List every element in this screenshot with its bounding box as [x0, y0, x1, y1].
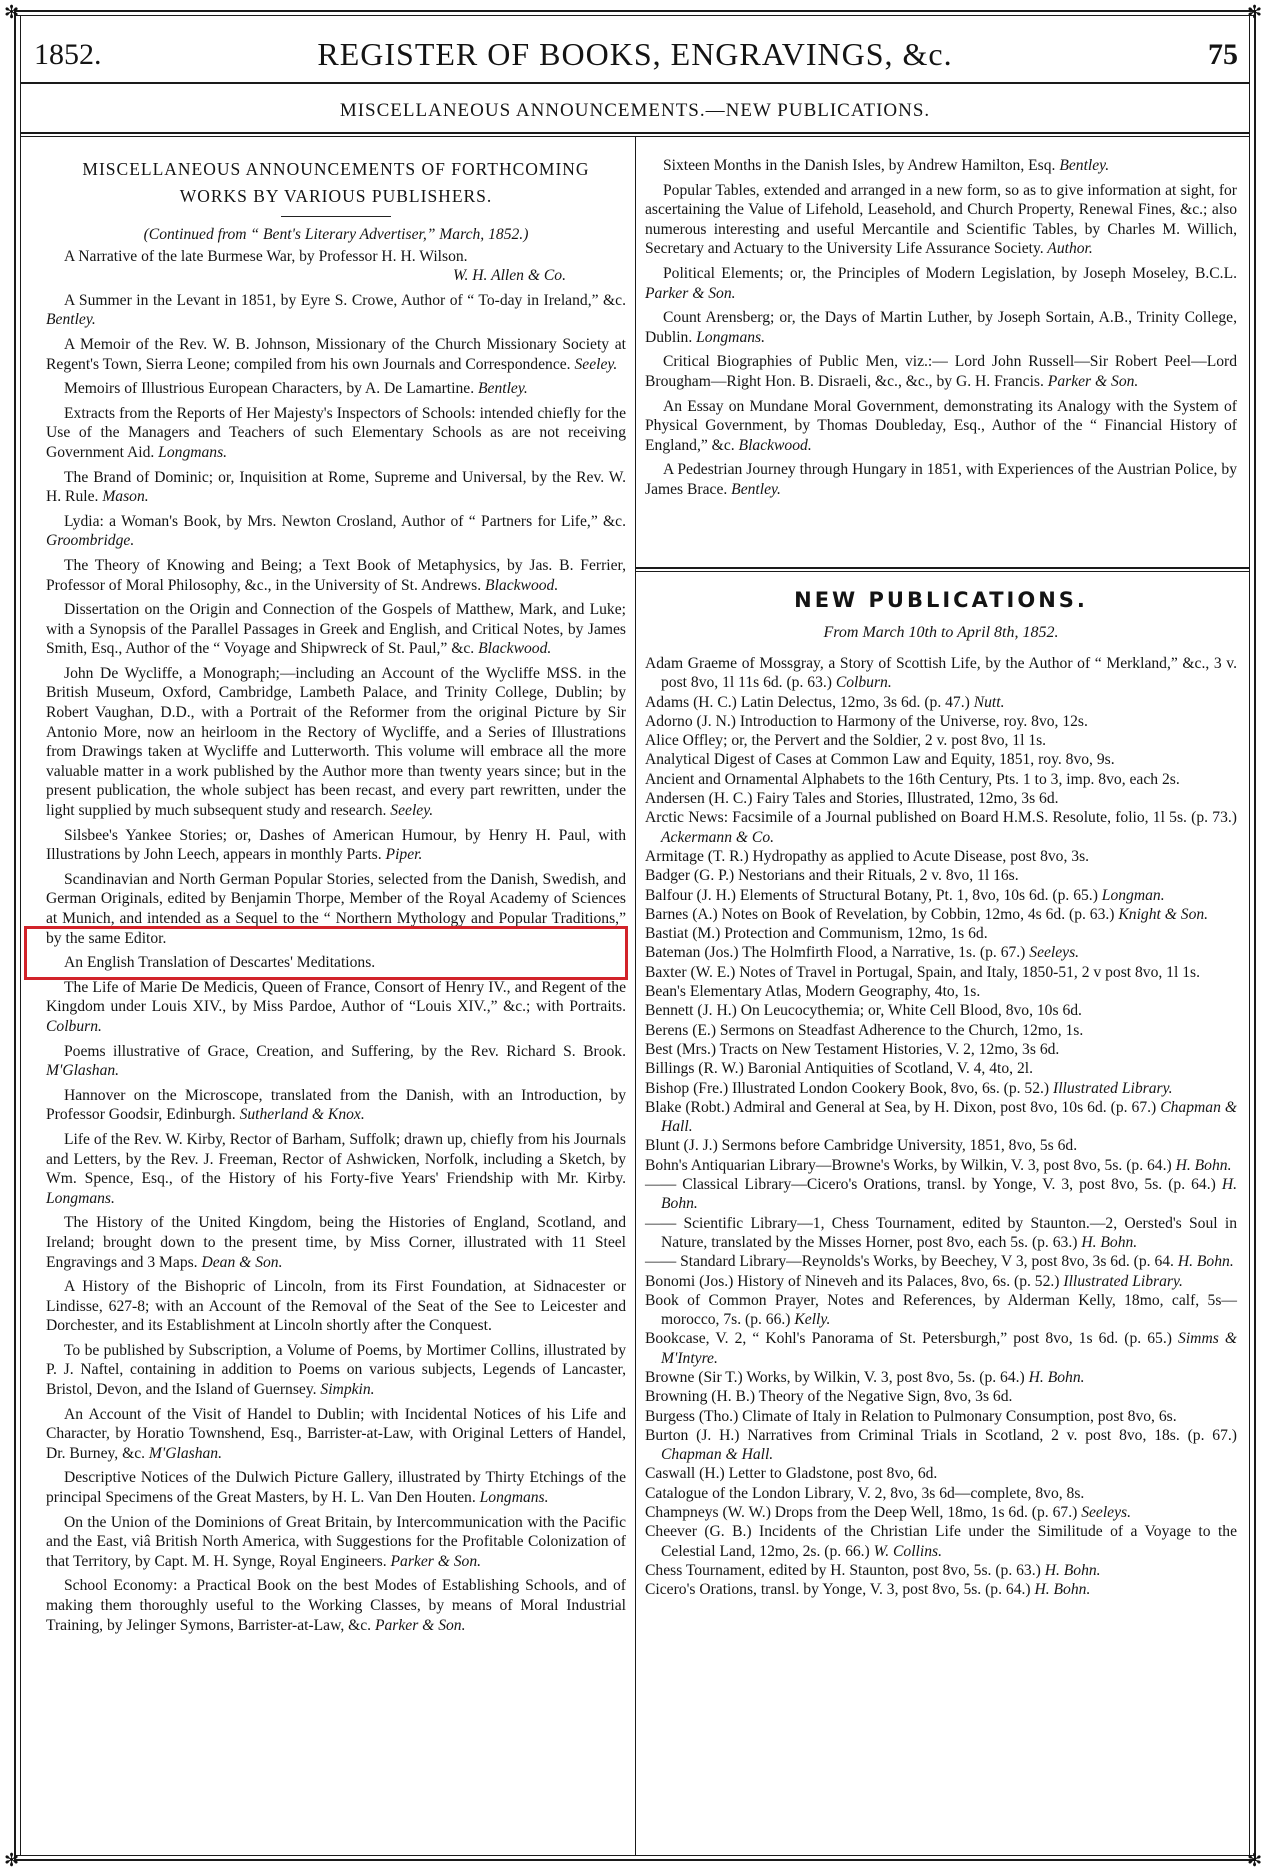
publication-entry — [645, 1368, 1237, 1387]
announcement-entry — [645, 181, 1237, 259]
publication-text: Cheever (G. B.) Incidents of the Christian Life under the Similitude of a Voyage to the Celestial Land, 12mo, 2s. (p. 66.) — [645, 1523, 1237, 1560]
publisher-name: H. Bohn. — [1173, 1253, 1234, 1271]
announcement-entry — [645, 156, 1237, 176]
highlight-box — [24, 926, 628, 980]
publication-entry — [645, 712, 1237, 731]
date-range: From March 10th to April 8th, 1852. — [823, 624, 1059, 641]
publication-text: Barnes (A.) Notes on Book of Revelation, by Cobbin, 12mo, 4s 6d. (p. 63.) — [645, 905, 1115, 923]
publication-entry — [645, 1503, 1237, 1522]
publisher-name: H. Bohn. — [1171, 1156, 1232, 1174]
publication-entry — [645, 1001, 1237, 1020]
column-title: MISCELLANEOUS ANNOUNCEMENTS OF FORTHCOMING WORKS BY VARIOUS PUBLISHERS. — [82, 159, 590, 206]
announcement-entry — [46, 291, 626, 330]
publisher-name: Groombridge. — [46, 532, 135, 550]
publication-text: Chess Tournament, edited by H. Staunton, post 8vo, 5s. (p. 63.) — [645, 1561, 1041, 1579]
entry-text: The History of the United Kingdom, being the Histories of England, Scotland, and Ireland; brought down to the present time, by Miss Corner, illustrated with 11 Steel Engravings and 3 Maps. — [46, 1214, 626, 1271]
announcement-entry — [46, 556, 626, 595]
continued-note: (Continued from “ Bent's Literary Advertiser,” March, 1852.) — [143, 226, 529, 243]
publication-entry — [645, 1079, 1237, 1098]
publication-text: Arctic News: Facsimile of a Journal published on Board H.M.S. Resolute, folio, 1l 5s. (p. 73.) — [645, 809, 1237, 827]
publisher-name: M'Glashan. — [145, 1444, 223, 1462]
corner-ornament-icon: ✻ — [4, 1850, 20, 1870]
publisher-name: Simpkin. — [316, 1381, 375, 1399]
announcement-entry — [46, 664, 626, 821]
publisher-name: Colburn. — [46, 1017, 102, 1035]
publication-entry — [645, 1426, 1237, 1465]
publication-entry — [645, 1214, 1237, 1253]
publication-text: Balfour (J. H.) Elements of Structural Botany, Pt. 1, 8vo, 10s 6d. (p. 65.) — [645, 886, 1098, 904]
publisher-name: Kelly. — [790, 1311, 831, 1329]
announcements-column — [46, 156, 626, 1640]
entry-text: The Theory of Knowing and Being; a Text Book of Metaphysics, by Jas. B. Ferrier, Professor of Moral Philosophy, &c., in the University of St. Andrews. — [46, 556, 626, 594]
publication-text: —— Classical Library—Cicero's Orations, transl. by Yonge, V. 3, post 8vo, 5s. (p. 64.) — [645, 1176, 1216, 1194]
publication-text: Alice Offley; or, the Pervert and the Soldier, 2 v. post 8vo, 1l 1s. — [645, 732, 1047, 750]
entry-text: A History of the Bishopric of Lincoln, from its First Foundation, at Sidnacester or Lindisse, 627-8; with an Account of the Removal of the Seat of the See to Leicester and Dorchester, and its Establishment at Lincoln shortly after the Conquest. — [46, 1278, 626, 1335]
corner-ornament-icon: ✻ — [1247, 2, 1263, 22]
left-border-inner — [20, 16, 21, 1855]
bottom-border — [16, 1859, 1254, 1861]
header-year: 1852. — [34, 38, 102, 71]
entry-text: The Life of Marie De Medicis, Queen of France, Consort of Henry IV., and Regent of the Kingdom under Louis XIV., by Miss Pardoe, Author of “Louis XIV.,” &c.; with Portraits. — [46, 978, 626, 1016]
publisher-name: Parker & Son. — [371, 1616, 466, 1634]
publisher-name: Seeleys. — [1025, 944, 1080, 962]
publisher-name: H. Bohn. — [1077, 1233, 1138, 1251]
publication-text: Baxter (W. E.) Notes of Travel in Portugal, Spain, and Italy, 1850-51, 2 v post 8vo, 1l 1s. — [645, 963, 1200, 981]
publisher-name: Mason. — [98, 488, 149, 506]
entry-text: Sixteen Months in the Danish Isles, by Andrew Hamilton, Esq. — [663, 157, 1056, 174]
entry-text: Hannover on the Microscope, translated from the Danish, with an Introduction, by Professor Goodsir, Edinburgh. — [46, 1086, 626, 1124]
publication-text: Bennett (J. H.) On Leucocythemia; or, White Cell Blood, 8vo, 10s 6d. — [645, 1002, 1082, 1020]
bottom-border-inner — [16, 1855, 1254, 1856]
announcement-entry — [46, 1042, 626, 1081]
top-border — [16, 10, 1254, 12]
announcement-entry — [46, 1468, 626, 1507]
publication-text: Ancient and Ornamental Alphabets to the 16th Century, Pts. 1 to 3, imp. 8vo, each 2s. — [645, 770, 1180, 788]
announcement-entry — [645, 397, 1237, 456]
header-rule — [20, 82, 1249, 84]
entry-text: A Summer in the Levant in 1851, by Eyre S. Crowe, Author of “ To-day in Ireland,” &c. — [64, 291, 626, 309]
publication-entry — [645, 750, 1237, 769]
publication-entry — [645, 789, 1237, 808]
publication-text: Bonomi (Jos.) History of Nineveh and its Palaces, 8vo, 6s. (p. 52.) — [645, 1272, 1060, 1290]
publication-entry — [645, 1561, 1237, 1580]
publication-text: Bishop (Fre.) Illustrated London Cookery Book, 8vo, 6s. (p. 52.) — [645, 1079, 1050, 1097]
publication-entry — [645, 1098, 1237, 1137]
publisher-name: Seeley. — [386, 802, 434, 820]
publication-entry — [645, 1175, 1237, 1214]
announcement-entry — [645, 264, 1237, 303]
publication-entry — [645, 1252, 1237, 1271]
publisher-name: Chapman & Hall. — [661, 1446, 774, 1464]
entry-text: A Narrative of the late Burmese War, by Professor H. H. Wilson. — [64, 247, 468, 265]
publisher-name: Sutherland & Knox. — [235, 1106, 365, 1124]
publisher-name: H. Bohn. — [661, 1176, 1237, 1213]
entry-text: Descriptive Notices of the Dulwich Picture Gallery, illustrated by Thirty Etchings of the principal Specimens of the Great Masters, by H. L. Van Den Houten. — [46, 1469, 626, 1507]
announcements-column-right — [645, 156, 1237, 505]
corner-ornament-icon: ✻ — [4, 2, 20, 22]
publisher-name: Illustrated Library. — [1049, 1079, 1173, 1097]
announcement-entry — [46, 826, 626, 865]
publication-entry — [645, 693, 1237, 712]
publisher-name: Chapman & Hall. — [661, 1098, 1237, 1136]
announcement-entry — [46, 1277, 626, 1336]
publication-text: Browning (H. B.) Theory of the Negative Sign, 8vo, 3s 6d. — [645, 1388, 1013, 1406]
publisher-name: Author. — [1043, 240, 1093, 258]
publication-entry — [645, 770, 1237, 789]
announcement-entry — [46, 1341, 626, 1400]
announcement-entry — [46, 379, 626, 399]
publisher-name: Seeleys. — [1077, 1504, 1131, 1522]
entry-text: Lydia: a Woman's Book, by Mrs. Newton Crosland, Author of “ Partners for Life,” &c. — [64, 512, 626, 530]
publisher-name: Knight & Son. — [1114, 905, 1209, 923]
page-header — [24, 34, 1246, 80]
page-title: REGISTER OF BOOKS, ENGRAVINGS, &c. — [317, 36, 953, 72]
right-border-inner — [1249, 16, 1250, 1855]
entry-text: Popular Tables, extended and arranged in a new form, so as to give information at sight, for ascertaining the Value of Lifehold, Leasehold, and Church Property, Renewal Fines, &c.; also numerous interesting and useful Mercantile and Scientific Tables, by Charles M. Willich, Secretary and Actuary to the University Life Assurance Society. — [645, 181, 1237, 258]
publication-text: Caswall (H.) Letter to Gladstone, post 8vo, 6d. — [645, 1465, 938, 1483]
publisher-name: Bentley. — [474, 380, 528, 398]
publication-entry — [645, 1272, 1237, 1291]
announcement-entry — [46, 1576, 626, 1635]
publication-entry — [645, 924, 1237, 943]
publication-text: Badger (G. P.) Nestorians and their Rituals, 2 v. 8vo, 1l 16s. — [645, 867, 1019, 885]
publisher-name: Parker & Son. — [1043, 372, 1139, 390]
section-rule-thin — [636, 571, 1249, 572]
publication-entry — [645, 1059, 1237, 1078]
entry-text: Critical Biographies of Public Men, viz.:— Lord John Russell—Sir Robert Peel—Lord Brougham—Right Hon. B. Disraeli, &c., &c., by G. H. Francis. — [645, 353, 1237, 390]
publisher-name: Bentley. — [46, 311, 96, 329]
publication-text: Blake (Robt.) Admiral and General at Sea, by H. Dixon, post 8vo, 10s 6d. (p. 67.) — [645, 1098, 1157, 1116]
entry-text: On the Union of the Dominions of Great Britain, by Intercommunication with the Pacific and the East, viâ British North America, with Suggestions for the Profitable Colonization of that Territory, by Capt. M. H. Synge, Royal Engineers. — [46, 1513, 626, 1570]
publication-entry — [645, 1021, 1237, 1040]
publisher-name: H. Bohn. — [1024, 1368, 1085, 1386]
announcement-entry — [46, 1213, 626, 1272]
announcement-entry — [46, 512, 626, 551]
entry-text: To be published by Subscription, a Volume of Poems, by Mortimer Collins, illustrated by P. J. Naftel, containing in addition to Poems on various subjects, Legends of Lancaster, Bristol, Devon, and the Island of Guernsey. — [46, 1341, 626, 1399]
entry-text: Silsbee's Yankee Stories; or, Dashes of American Humour, by Henry H. Paul, with Illustrations by John Leech, appears in monthly Parts. — [46, 826, 626, 864]
entry-text: An English Translation of Descartes' Meditations. — [64, 954, 376, 972]
publication-entry — [645, 943, 1237, 962]
page-number: 75 — [1208, 38, 1238, 71]
entry-text: An Account of the Visit of Handel to Dublin; with Incidental Notices of his Life and Character, by Horatio Townshend, Esq., Barrister-at-Law, with Original Letters of Handel, Dr. Burney, &c. — [46, 1405, 626, 1462]
publisher-name: W. Collins. — [869, 1542, 942, 1560]
publication-text: —— Scientific Library—1, Chess Tournament, edited by Staunton.—2, Oersted's Soul in Nature, translated by the Misses Horner, post 8vo, each 5s. (p. 63.) — [645, 1214, 1237, 1251]
entry-text: The Brand of Dominic; or, Inquisition at Rome, Supreme and Universal, by the Rev. W. H. Rule. — [46, 468, 626, 506]
announcement-entry — [46, 1130, 626, 1208]
publisher-name: Blackwood. — [734, 436, 812, 454]
publication-entry — [645, 1387, 1237, 1406]
entry-text: Scandinavian and North German Popular Stories, selected from the Danish, Swedish, and German Originals, edited by Benjamin Thorpe, Member of the Royal Academy of Sciences at Munich, and intended as a Sequel to the “ Northern Mythology and Popular Traditions,” by the same Editor. — [46, 870, 626, 947]
publisher-name: H. Bohn. — [1040, 1561, 1101, 1579]
publication-entry — [645, 808, 1237, 847]
publication-text: Bateman (Jos.) The Holmfirth Flood, a Narrative, 1s. (p. 67.) — [645, 944, 1026, 962]
publisher-name: Illustrated Library. — [1059, 1272, 1183, 1290]
publisher-name: Piper. — [381, 846, 423, 864]
entry-text: Dissertation on the Origin and Connection of the Gospels of Matthew, Mark, and Luke; with a Synopsis of the Parallel Passages in Greek and English, and Critical Notes, by James Smith, Esq., Author of the “ Voyage and Shipwreck of St. Paul,” &c. — [46, 601, 626, 658]
publication-text: Bohn's Antiquarian Library—Browne's Works, by Wilkin, V. 3, post 8vo, 5s. (p. 64.) — [645, 1156, 1172, 1174]
publisher-name: Dean & Son. — [197, 1253, 283, 1271]
publication-entry — [645, 1484, 1237, 1503]
corner-ornament-icon: ✻ — [1247, 1850, 1263, 1870]
publisher-name: Parker & Son. — [645, 284, 736, 302]
publication-entry — [645, 1136, 1237, 1155]
publisher-name: Longman. — [1097, 886, 1165, 904]
publisher-name: Bentley. — [727, 480, 781, 498]
publisher-name: Longmans. — [475, 1489, 549, 1507]
publisher-name: Bentley. — [1055, 157, 1110, 174]
publisher-name: Colburn. — [831, 674, 892, 692]
publication-text: Analytical Digest of Cases at Common Law and Equity, 1851, roy. 8vo, 9s. — [645, 751, 1115, 769]
entry-text: An Essay on Mundane Moral Government, demonstrating its Analogy with the System of Physical Government, by Thomas Doubleday, Esq., Author of the “ Financial History of England,” &c. — [645, 397, 1237, 454]
new-publications-list — [645, 654, 1237, 1600]
publication-text: Andersen (H. C.) Fairy Tales and Stories, Illustrated, 12mo, 3s 6d. — [645, 790, 1059, 808]
entry-text: School Economy: a Practical Book on the best Modes of Establishing Schools, and of making them thoroughly useful to the Working Classes, by means of Moral Industrial Training, by Jelinger Symons, Barrister-at-Law, &c. — [46, 1577, 626, 1634]
publication-entry — [645, 1464, 1237, 1483]
publication-text: Catalogue of the London Library, V. 2, 8vo, 3s 6d—complete, 8vo, 8s. — [645, 1484, 1085, 1502]
publisher-name: Nutt. — [969, 693, 1005, 711]
publication-entry — [645, 982, 1237, 1001]
publication-entry — [645, 866, 1237, 885]
section-subtitle: MISCELLANEOUS ANNOUNCEMENTS.—NEW PUBLICATIONS. — [339, 100, 931, 121]
publisher-name: Blackwood. — [474, 640, 552, 658]
publication-entry — [645, 886, 1237, 905]
top-border-inner — [16, 15, 1254, 16]
announcement-entry — [46, 247, 626, 286]
publication-text: Armitage (T. R.) Hydropathy as applied to Acute Disease, post 8vo, 3s. — [645, 847, 1090, 865]
publication-text: Champneys (W. W.) Drops from the Deep Well, 18mo, 1s 6d. (p. 67.) — [645, 1504, 1078, 1522]
publisher-name: Longmans. — [154, 443, 228, 461]
entry-text: Count Arensberg; or, the Days of Martin Luther, by Joseph Sortain, A.B., Trinity College, Dublin. — [645, 309, 1237, 346]
publisher-name: Simms & M'Intyre. — [661, 1330, 1238, 1367]
publication-entry — [645, 1291, 1237, 1330]
entry-text: Political Elements; or, the Principles of Modern Legislation, by Joseph Moseley, B.C.L. — [663, 264, 1237, 282]
left-border — [14, 10, 16, 1861]
publication-entry — [645, 1407, 1237, 1426]
publication-text: Billings (R. W.) Baronial Antiquities of Scotland, V. 4, 4to, 2l. — [645, 1060, 1033, 1078]
publisher-name: W. H. Allen & Co. — [452, 267, 566, 285]
publication-text: Adams (H. C.) Latin Delectus, 12mo, 3s 6d. (p. 47.) — [645, 693, 970, 711]
new-publications-heading: NEW PUBLICATIONS. — [794, 588, 1088, 612]
publication-text: Burgess (Tho.) Climate of Italy in Relation to Pulmonary Consumption, post 8vo, 6s. — [645, 1407, 1177, 1425]
publisher-name: Parker & Son. — [386, 1552, 482, 1570]
announcement-entry — [46, 978, 626, 1037]
announcement-entry — [46, 1513, 626, 1572]
publication-text: Blunt (J. J.) Sermons before Cambridge University, 1851, 8vo, 5s 6d. — [645, 1137, 1078, 1155]
column-divider — [635, 137, 636, 1855]
publication-text: Adorno (J. N.) Introduction to Harmony of the Universe, roy. 8vo, 12s. — [645, 712, 1088, 730]
publication-entry — [645, 1580, 1237, 1599]
right-border — [1254, 10, 1256, 1861]
publication-entry — [645, 847, 1237, 866]
title-rule — [281, 216, 391, 217]
announcement-entry — [46, 335, 626, 374]
publication-entry — [645, 963, 1237, 982]
announcement-entry — [645, 460, 1237, 499]
publication-text: Browne (Sir T.) Works, by Wilkin, V. 3, post 8vo, 5s. (p. 64.) — [645, 1368, 1025, 1386]
announcement-entry — [46, 1405, 626, 1464]
publisher-name: Ackermann & Co. — [661, 828, 775, 846]
publication-entry — [645, 1156, 1237, 1175]
announcement-entry — [645, 308, 1237, 347]
publisher-name: Longmans. — [692, 328, 766, 346]
entry-text: A Memoir of the Rev. W. B. Johnson, Missionary of the Church Missionary Society at Regent's Town, Sierra Leone; compiled from his own Journals and Correspondence. — [46, 335, 626, 373]
publisher-name: M'Glashan. — [46, 1062, 120, 1080]
announcement-entry — [645, 352, 1237, 391]
publication-entry — [645, 1329, 1237, 1368]
subheader-rule — [20, 132, 1249, 134]
publication-text: Berens (E.) Sermons on Steadfast Adherence to the Church, 12mo, 1s. — [645, 1021, 1084, 1039]
announcement-list-right — [645, 156, 1237, 500]
announcement-entry — [46, 600, 626, 659]
entry-text: Life of the Rev. W. Kirby, Rector of Barham, Suffolk; drawn up, chiefly from his Journals and Letters, by the Rev. J. Freeman, Rector of Ashwicken, Norfolk, including a Sketch, by Wm. Spence, Esq., of the History of his Forty-five Years' Friendship with Mr. Kirby. — [46, 1130, 626, 1188]
announcement-entry — [46, 404, 626, 463]
section-rule — [636, 567, 1249, 569]
publication-entry — [645, 1040, 1237, 1059]
publication-entry — [645, 1522, 1237, 1561]
publication-text: —— Standard Library—Reynolds's Works, by Beechey, V 3, post 8vo, 3s 6d. (p. 64. — [645, 1253, 1174, 1271]
publication-entry — [645, 654, 1237, 693]
announcement-entry — [46, 1086, 626, 1125]
publication-text: Bastiat (M.) Protection and Communism, 12mo, 1s 6d. — [645, 925, 988, 943]
entry-text: A Pedestrian Journey through Hungary in 1851, with Experiences of the Austrian Police, by James Brace. — [645, 461, 1237, 498]
publisher-name: Seeley. — [570, 355, 618, 373]
publication-text: Bookcase, V. 2, “ Kohl's Panorama of St. Petersburgh,” post 8vo, 1s 6d. (p. 65.) — [645, 1330, 1172, 1348]
publisher-name: Longmans. — [46, 1189, 115, 1207]
announcement-entry — [46, 468, 626, 507]
entry-text: Memoirs of Illustrious European Characters, by A. De Lamartine. — [64, 380, 475, 398]
publication-text: Book of Common Prayer, Notes and References, by Alderman Kelly, 18mo, calf, 5s—morocco, 7s. (p. 66.) — [645, 1291, 1237, 1329]
publication-text: Adam Graeme of Mossgray, a Story of Scottish Life, by the Author of “ Merkland,” &c., 3 v. post 8vo, 1l 11s 6d. (p. 63.) — [645, 655, 1237, 692]
entry-text: Extracts from the Reports of Her Majesty's Inspectors of Schools: intended chiefly for the Use of the Managers and Teachers of such Elementary Schools as are not receiving Government Aid. — [46, 404, 626, 461]
publication-text: Bean's Elementary Atlas, Modern Geography, 4to, 1s. — [645, 983, 981, 1001]
publication-entry — [645, 731, 1237, 750]
publication-entry — [645, 905, 1237, 924]
publication-text: Best (Mrs.) Tracts on New Testament Histories, V. 2, 12mo, 3s 6d. — [645, 1040, 1060, 1058]
entry-text: Poems illustrative of Grace, Creation, and Suffering, by the Rev. Richard S. Brook. — [64, 1042, 626, 1060]
publisher-name: Blackwood. — [481, 576, 559, 594]
publisher-name: H. Bohn. — [1030, 1581, 1091, 1599]
publication-text: Cicero's Orations, transl. by Yonge, V. 3, post 8vo, 5s. (p. 64.) — [645, 1581, 1031, 1599]
entry-text: John De Wycliffe, a Monograph;—including an Account of the Wycliffe MSS. in the British Museum, Oxford, Cambridge, Lambeth Palace, and Trinity College, Dublin; by Robert Vaughan, D.D., with a Portrait of the Reformer from the original Picture by Sir Antonio More, now an heirloom in the Rectory of Wycliffe, and a Series of Illustrations from Drawings taken at Wycliffe and Lutterworth. This volume will embrace all the more valuable matter in a work published by the Author more than twenty years since; but in the present publication, the whole subject has been recast, and every part rewritten, under the light supplied by much subsequent study and research. — [46, 664, 626, 820]
publication-text: Burton (J. H.) Narratives from Criminal Trials in Scotland, 2 v. post 8vo, 18s. (p. 67.) — [645, 1426, 1237, 1444]
